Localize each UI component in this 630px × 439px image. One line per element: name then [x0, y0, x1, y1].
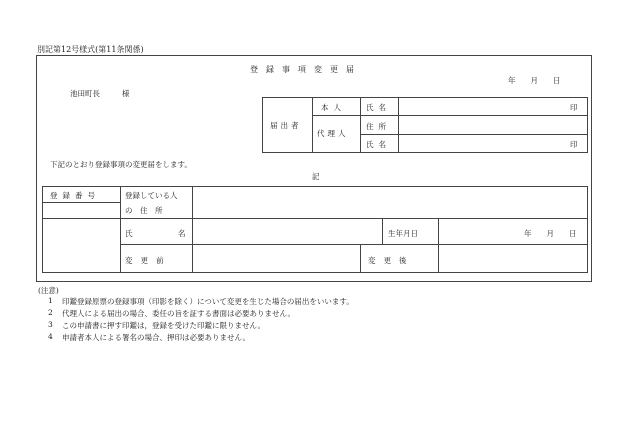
- note-text: 代理人による届出の場合、委任の旨を証する書面は必要ありません。: [62, 309, 295, 318]
- reg-number-field[interactable]: [44, 203, 118, 217]
- date-line: 年 月 日: [508, 76, 561, 85]
- agent-name-field[interactable]: [400, 136, 560, 152]
- note-text: 印鑑登録原票の登録事項（印影を除く）について変更を生じた場合の届出をいいます。: [62, 297, 354, 306]
- birth-label: 生年月日: [388, 229, 418, 238]
- ki-label: 記: [312, 172, 320, 181]
- intro-text: 下記のとおり登録事項の変更届をします。: [50, 160, 192, 169]
- registered-person-line1: 登録している人: [125, 191, 178, 200]
- self-seal: 印: [570, 103, 578, 112]
- birth-value: 年 月 日: [524, 229, 577, 238]
- name-label-char2: 名: [178, 229, 186, 238]
- note-number: 3: [48, 320, 53, 329]
- name-label-char1: 氏: [125, 229, 133, 238]
- self-name-field[interactable]: [400, 98, 560, 114]
- addressee-honorific: 様: [122, 89, 130, 98]
- addressee-name: 池田町長: [70, 89, 100, 98]
- agent-address-field[interactable]: [400, 117, 586, 133]
- agent-seal: 印: [570, 140, 578, 149]
- note-number: 2: [48, 308, 53, 317]
- name-field[interactable]: [194, 220, 380, 243]
- registered-address-field[interactable]: [194, 188, 586, 217]
- self-label: 本人: [321, 103, 346, 112]
- registered-person-line2: の 住 所: [125, 206, 163, 215]
- before-label: 変更前: [125, 256, 172, 265]
- form-label: 別記第12号様式(第11条関係): [37, 45, 144, 54]
- before-field[interactable]: [194, 246, 358, 272]
- reg-number-label: 登録番号: [50, 191, 100, 200]
- note-number: 1: [48, 296, 53, 305]
- notes-heading: (注意): [38, 286, 59, 295]
- note-text: 申請者本人による署名の場合、押印は必要ありません。: [62, 333, 250, 342]
- agent-address-label: 住所: [366, 122, 391, 131]
- after-field[interactable]: [440, 246, 586, 272]
- note-number: 4: [48, 332, 53, 341]
- applicant-group-label: 届出者: [270, 121, 302, 130]
- agent-label: 代理人: [317, 129, 349, 138]
- self-name-label: 氏名: [366, 103, 391, 112]
- agent-name-label: 氏名: [366, 140, 391, 149]
- note-text: この申請書に押す印鑑は，登録を受けた印鑑に限りません。: [62, 321, 265, 330]
- form-title: 登録事項変更届: [250, 65, 362, 74]
- after-label: 変更後: [368, 256, 415, 265]
